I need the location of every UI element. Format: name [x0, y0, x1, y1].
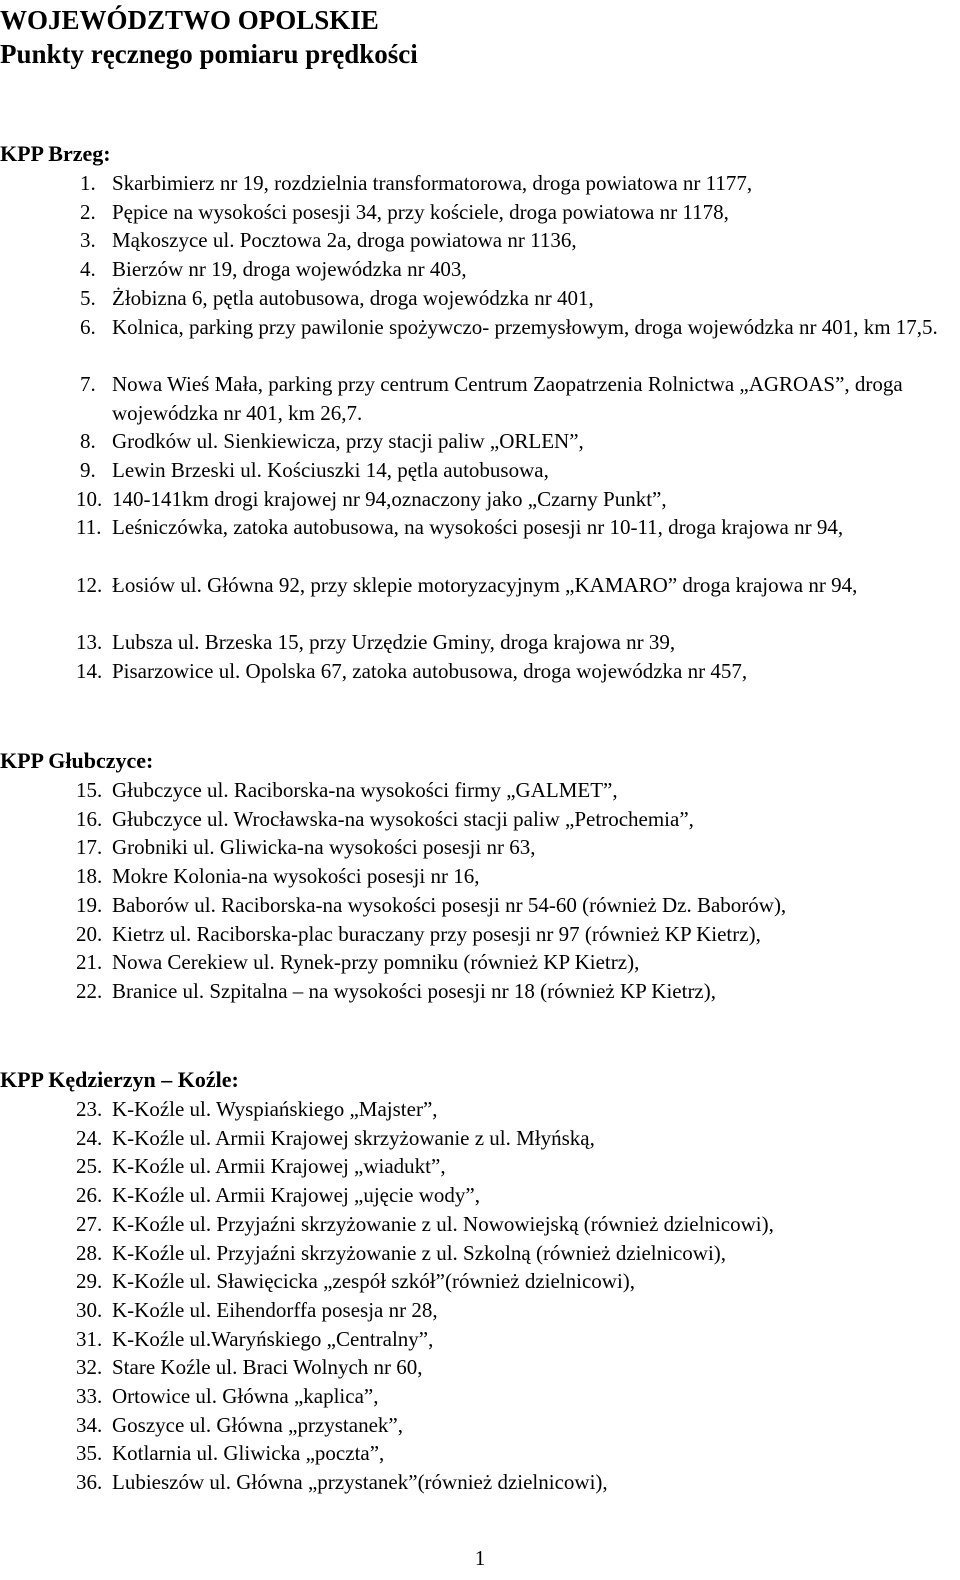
list-item-text: 140-141km drogi krajowej nr 94,oznaczony jako „Czarny Punkt”,	[112, 486, 667, 511]
list-item-text: Skarbimierz nr 19, rozdzielnia transformatorowa, droga powiatowa nr 1177,	[112, 171, 753, 195]
list-item-number: 20.	[76, 921, 103, 946]
list-item-text: K-Koźle ul. Armii Krajowej „ujęcie wody”,	[112, 1183, 480, 1208]
list-item-text: Głubczyce ul. Wrocławska-na wysokości stacji paliw „Petrochemia”,	[112, 806, 694, 831]
list-item-number: 21.	[76, 950, 103, 975]
list-item-text: Nowa Cerekiew ul. Rynek-przy pomniku (również KP Kietrz),	[112, 950, 640, 975]
page-number: 1	[474, 1546, 486, 1570]
list-item-number: 11.	[76, 515, 102, 540]
list-item-text: Bierzów nr 19, droga wojewódzka nr 403,	[112, 257, 467, 282]
list-item-number: 15.	[76, 778, 103, 802]
section-heading: KPP Kędzierzyn – Koźle:	[0, 1067, 239, 1092]
list-item-text: K-Koźle ul. Wyspiańskiego „Majster”,	[112, 1097, 438, 1121]
list-item-text: Branice ul. Szpitalna – na wysokości posesji nr 18 (również KP Kietrz),	[112, 978, 716, 1003]
list-item-text: Grobniki ul. Gliwicka-na wysokości posesji nr 63,	[112, 835, 536, 860]
list-item-text: K-Koźle ul. Armii Krajowej „wiadukt”,	[112, 1154, 446, 1179]
list-item-text: K-Koźle ul. Sławięcicka „zespół szkół”(również dzielnicowi),	[112, 1269, 636, 1294]
list-item-text: Pępice na wysokości posesji 34, przy kościele, droga powiatowa nr 1178,	[112, 199, 729, 224]
list-item-text: Mokre Kolonia-na wysokości posesji nr 16,	[112, 864, 480, 889]
list-item-text: Głubczyce ul. Raciborska-na wysokości firmy „GALMET”,	[112, 778, 618, 802]
list-item-number: 29.	[76, 1269, 103, 1294]
list-item-text: Lubieszów ul. Główna „przystanek”(również dzielnicowi),	[112, 1470, 608, 1495]
list-item-text: Kietrz ul. Raciborska-plac buraczany przy posesji nr 97 (również KP Kietrz),	[112, 921, 761, 946]
list-item-text: Kolnica, parking przy pawilonie spożywczo- przemysłowym, droga wojewódzka nr 401, km 17,5.	[112, 314, 938, 339]
list-item-number: 30.	[76, 1297, 103, 1322]
list-item-number: 4.	[80, 257, 96, 282]
list-item-number: 8.	[80, 429, 96, 454]
list-item-number: 28.	[76, 1240, 103, 1265]
list-item-text: Leśniczówka, zatoka autobusowa, na wysokości posesji nr 10-11, droga krajowa nr 94,	[112, 515, 844, 540]
list-item-text: K-Koźle ul. Eihendorffa posesja nr 28,	[112, 1297, 438, 1322]
list-item-text: Lewin Brzeski ul. Kościuszki 14, pętla autobusowa,	[112, 458, 549, 482]
list-item-number: 13.	[76, 630, 103, 655]
list-item-number: 17.	[76, 835, 103, 860]
list-item-number: 3.	[80, 228, 96, 253]
list-item-text: K-Koźle ul.Waryńskiego „Centralny”,	[112, 1326, 434, 1351]
list-item-text: Grodków ul. Sienkiewicza, przy stacji paliw „ORLEN”,	[112, 429, 584, 454]
list-item-number: 34.	[76, 1412, 103, 1437]
list-item-text: Ortowice ul. Główna „kaplica”,	[112, 1384, 379, 1408]
list-item-text: Pisarzowice ul. Opolska 67, zatoka autobusowa, droga wojewódzka nr 457,	[112, 658, 748, 683]
document-title: WOJEWÓDZTWO OPOLSKIE	[0, 5, 379, 35]
list-item-text: Lubsza ul. Brzeska 15, przy Urzędzie Gminy, droga krajowa nr 39,	[112, 630, 676, 655]
list-item-number: 31.	[76, 1326, 103, 1351]
list-item-text: Nowa Wieś Mała, parking przy centrum Centrum Zaopatrzenia Rolnictwa „AGROAS”, droga wojewódzka nr 401, km 26,7.	[112, 371, 903, 425]
list-item-number: 7.	[80, 371, 96, 396]
list-item-number: 6.	[80, 314, 96, 339]
list-item-number: 32.	[76, 1355, 103, 1380]
list-item-number: 36.	[76, 1470, 103, 1495]
document-subtitle: Punkty ręcznego pomiaru prędkości	[0, 39, 418, 69]
section-heading: KPP Głubczyce:	[0, 748, 154, 773]
section-heading: KPP Brzeg:	[0, 141, 111, 166]
list-item-text: Żłobizna 6, pętla autobusowa, droga wojewódzka nr 401,	[112, 285, 594, 310]
list-item-number: 22.	[76, 978, 103, 1003]
list-item-number: 16.	[76, 806, 103, 831]
list-item-text: Baborów ul. Raciborska-na wysokości posesji nr 54-60 (również Dz. Baborów),	[112, 892, 787, 917]
list-item-text: K-Koźle ul. Przyjaźni skrzyżowanie z ul. Szkolną (również dzielnicowi),	[112, 1240, 727, 1265]
list-item-text: K-Koźle ul. Armii Krajowej skrzyżowanie z ul. Młyńską,	[112, 1125, 595, 1150]
list-item-number: 25.	[76, 1154, 103, 1179]
list-item-text: K-Koźle ul. Przyjaźni skrzyżowanie z ul. Nowowiejską (również dzielnicowi),	[112, 1211, 774, 1236]
list-item-number: 10.	[76, 486, 103, 511]
list-item-number: 12.	[76, 572, 103, 597]
list-item-text: Stare Koźle ul. Braci Wolnych nr 60,	[112, 1355, 423, 1380]
list-item-number: 26.	[76, 1183, 103, 1208]
list-item-number: 18.	[76, 864, 103, 889]
list-item-text: Mąkoszyce ul. Pocztowa 2a, droga powiatowa nr 1136,	[112, 228, 577, 253]
list-item-number: 35.	[76, 1441, 103, 1466]
list-item-text: Goszyce ul. Główna „przystanek”,	[112, 1412, 403, 1437]
list-item-text: Łosiów ul. Główna 92, przy sklepie motoryzacyjnym „KAMARO” droga krajowa nr 94,	[112, 572, 858, 597]
list-item-number: 33.	[76, 1384, 103, 1408]
list-item-number: 5.	[80, 285, 96, 310]
list-item-number: 1.	[80, 171, 96, 195]
list-item-number: 23.	[76, 1097, 103, 1121]
list-item-number: 27.	[76, 1211, 103, 1236]
list-item-number: 2.	[80, 199, 96, 224]
list-item-number: 19.	[76, 892, 103, 917]
list-item-number: 9.	[80, 458, 96, 482]
list-item-text: Kotlarnia ul. Gliwicka „poczta”,	[112, 1441, 385, 1466]
list-item-number: 14.	[76, 658, 103, 683]
list-item-number: 24.	[76, 1125, 103, 1150]
